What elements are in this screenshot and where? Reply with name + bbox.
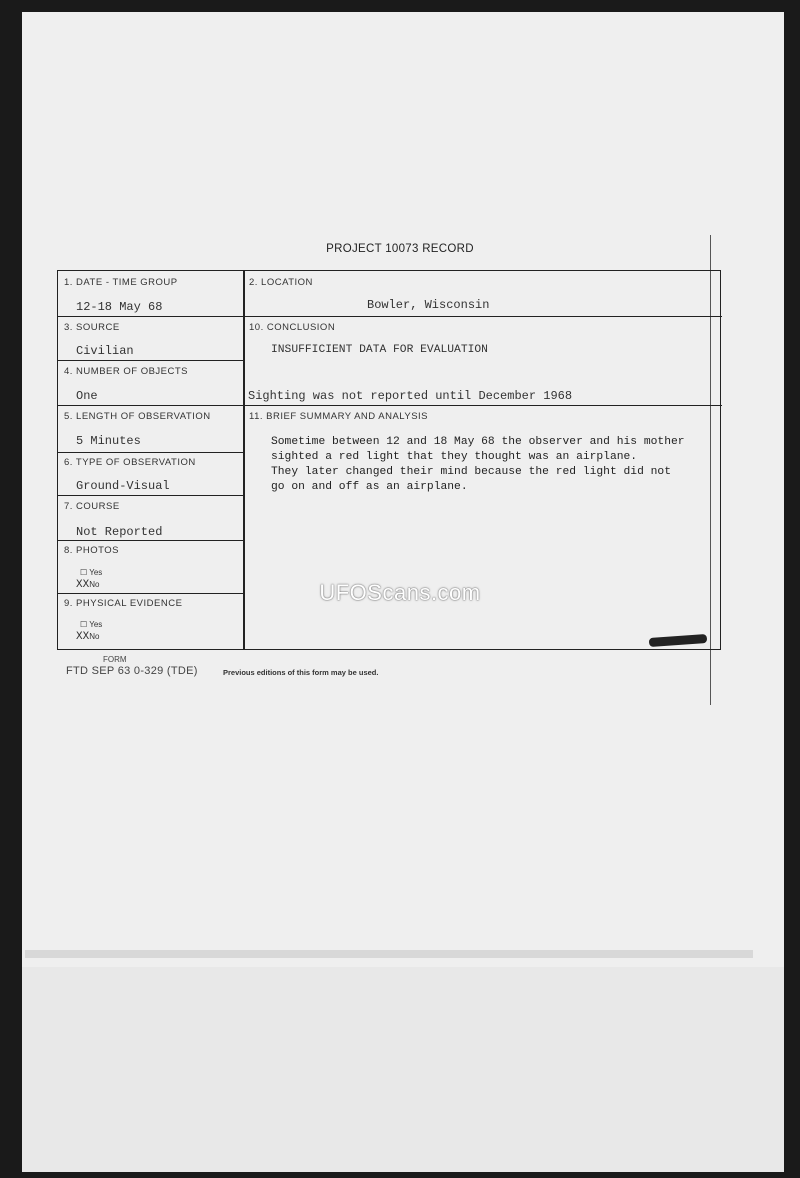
row-divider [243,316,722,317]
form-title: PROJECT 10073 RECORD [326,243,474,255]
row-divider [243,405,722,406]
length-of-observation-label: 5. LENGTH OF OBSERVATION [64,411,211,422]
form-word: FORM [103,655,127,664]
source-label: 3. SOURCE [64,322,120,333]
watermark: UFOScans.com [319,580,481,605]
number-of-objects-label: 4. NUMBER OF OBJECTS [64,366,189,377]
page-fold [25,950,753,958]
location-value: Bowler, Wisconsin [367,298,490,312]
physical-evidence-label: 9. PHYSICAL EVIDENCE [64,598,183,609]
photos-yes-label: Yes [89,568,103,577]
source-value: Civilian [76,344,134,358]
course-label: 7. COURSE [64,501,120,512]
row-divider [58,452,243,453]
row-divider [58,495,243,496]
physical-evidence-no-mark: XX [76,631,90,643]
type-of-observation-value: Ground-Visual [76,479,170,493]
page-lower-area [22,967,784,1172]
photos-no-mark: XX [76,579,90,591]
photos-label: 8. PHOTOS [64,545,120,556]
date-time-group-label: 1. DATE - TIME GROUP [64,277,178,288]
date-time-group-value: 12-18 May 68 [76,300,163,314]
photos-yes-option [80,568,102,577]
row-divider [58,405,243,406]
physical-evidence-yes-label: Yes [89,620,103,629]
length-of-observation-value: 5 Minutes [76,434,141,448]
editions-note: Previous editions of this form may be used. [223,668,379,677]
number-of-objects-value: One [76,389,98,403]
course-value: Not Reported [76,525,163,539]
row-divider [58,360,243,361]
conclusion-value: INSUFFICIENT DATA FOR EVALUATION [271,344,488,356]
location-label: 2. LOCATION [249,277,313,288]
physical-evidence-no-label: No [89,632,100,641]
physical-evidence-yes-option [80,620,102,629]
physical-evidence-no-option [76,631,99,643]
photos-no-label: No [89,580,100,589]
conclusion-label: 10. CONCLUSION [249,322,336,333]
form-number: FTD SEP 63 0-329 (TDE) [66,665,198,677]
summary-text: Sometime between 12 and 18 May 68 the observer and his mother sighted a red light that they thought was an airplane. They later changed their mind because the red light did not go on and off as an airplane. [271,436,685,493]
physical-evidence-yes-checkbox: ☐ [80,620,88,629]
summary-label: 11. BRIEF SUMMARY AND ANALYSIS [249,411,429,422]
photos-yes-checkbox: ☐ [80,568,88,577]
row-divider [58,316,243,317]
type-of-observation-label: 6. TYPE OF OBSERVATION [64,457,196,468]
conclusion-note: Sighting was not reported until December 1968 [248,389,573,403]
row-divider [58,540,243,541]
